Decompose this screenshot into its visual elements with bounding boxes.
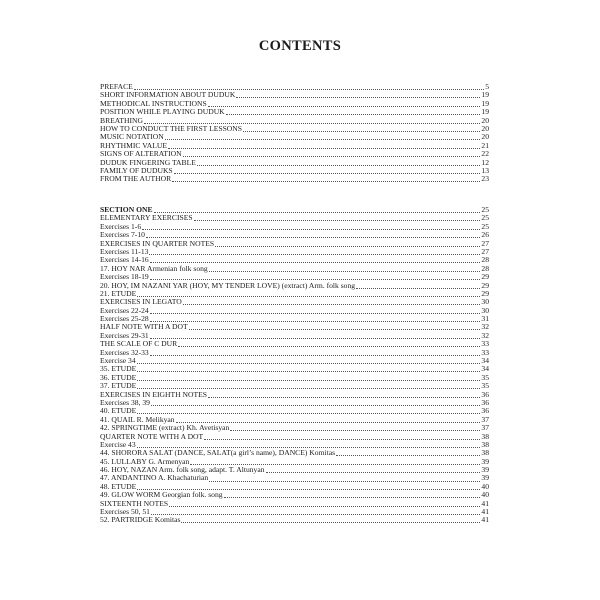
- toc-entry-page: 35: [481, 382, 489, 391]
- toc-entry: [100, 382, 489, 390]
- toc-entry: [100, 349, 489, 357]
- toc-entry-title: HOW TO CONDUCT THE FIRST LESSONS: [100, 124, 242, 133]
- toc-entry: [100, 416, 489, 424]
- toc-entry-title: Exercise 43: [100, 440, 136, 449]
- toc-entry-page: 32: [481, 331, 489, 340]
- toc-entry-title: 36. ETUDE: [100, 373, 137, 382]
- dot-leader: [150, 338, 481, 339]
- dot-leader: [208, 106, 481, 107]
- dot-leader: [181, 522, 480, 523]
- toc-entry: [100, 323, 489, 331]
- toc-entry: [100, 214, 489, 222]
- dot-leader: [194, 220, 481, 221]
- toc-entry: [100, 125, 489, 133]
- toc-entry-title: 41. QUAIL R. Melikyan: [100, 415, 175, 424]
- toc-entry-title: 21. ETUDE: [100, 289, 137, 298]
- toc-entry-title: 35. ETUDE: [100, 365, 137, 374]
- toc-entry-title: SIXTEENTH NOTES: [100, 499, 169, 508]
- toc-entry: [100, 240, 489, 248]
- toc-entry-page: 22: [481, 150, 489, 159]
- toc-entry: [100, 441, 489, 449]
- dot-leader: [137, 388, 480, 389]
- toc-entry-title: Exercises 25-28: [100, 315, 149, 324]
- toc-entry-page: 39: [481, 466, 489, 475]
- toc-entry: [100, 332, 489, 340]
- dot-leader: [150, 313, 481, 314]
- toc-entry-title: Exercises 14-16: [100, 256, 149, 265]
- toc-entry-title: 46. HOY, NAZAN Arm. folk song, adapt. T. Altunyan: [100, 466, 265, 475]
- toc-entry-title: 48. ETUDE: [100, 482, 137, 491]
- toc-entry: [100, 142, 489, 150]
- toc-entry-page: 28: [481, 264, 489, 273]
- toc-entry-title: QUARTER NOTE WITH A DOT: [100, 432, 204, 441]
- toc-entry: [100, 357, 489, 365]
- toc-entry: [100, 298, 489, 306]
- toc-entry: [100, 167, 489, 175]
- toc-entry: [100, 307, 489, 315]
- toc-entry-page: 36: [481, 390, 489, 399]
- toc-entry: [100, 475, 489, 483]
- page-title: CONTENTS: [258, 38, 342, 54]
- toc-entry-title: 17. HOY NAR Armenian folk song: [100, 264, 208, 273]
- toc-entry-title: SHORT INFORMATION ABOUT DUDUK: [100, 91, 236, 100]
- toc-entry-page: 30: [481, 298, 489, 307]
- toc-entry-title: FROM THE AUTHOR: [100, 175, 172, 184]
- toc-entry: [100, 206, 489, 214]
- toc-entry-title: Exercise 34: [100, 357, 136, 366]
- toc-entry-title: 37. ETUDE: [100, 382, 137, 391]
- toc-entry-page: 19: [481, 108, 489, 117]
- dot-leader: [168, 148, 480, 149]
- dot-leader: [165, 139, 481, 140]
- dot-leader: [209, 271, 481, 272]
- toc-entry-title: Exercises 50, 51: [100, 508, 150, 517]
- dot-leader: [197, 165, 481, 166]
- toc-entry-page: 41: [481, 499, 489, 508]
- toc-entry-page: 23: [481, 175, 489, 184]
- dot-leader: [236, 97, 480, 98]
- toc-entry-title: 40. ETUDE: [100, 407, 137, 416]
- dot-leader: [137, 413, 480, 414]
- toc-entry-page: 20: [481, 124, 489, 133]
- dot-leader: [142, 229, 480, 230]
- toc-entry: [100, 91, 489, 99]
- toc-entry-page: 39: [481, 474, 489, 483]
- dot-leader: [178, 346, 480, 347]
- toc-entry-page: 26: [481, 231, 489, 240]
- toc-entry-title: RHYTHMIC VALUE: [100, 141, 168, 150]
- dot-leader: [183, 304, 481, 305]
- toc-entry: [100, 407, 489, 415]
- toc-entry-title: Exercises 1-6: [100, 222, 142, 231]
- toc-entry-title: Exercises 32-33: [100, 348, 149, 357]
- toc-entry-title: Exercises 22-24: [100, 306, 149, 315]
- dot-leader: [215, 246, 480, 247]
- toc-entry: [100, 231, 489, 239]
- dot-leader: [204, 439, 480, 440]
- toc-entry: [100, 433, 489, 441]
- toc-entry-page: 41: [481, 516, 489, 525]
- toc-entry-page: 35: [481, 373, 489, 382]
- dot-leader: [174, 173, 481, 174]
- toc-entry: [100, 340, 489, 348]
- dot-leader: [230, 430, 480, 431]
- dot-leader: [169, 506, 480, 507]
- toc-entry-title: DUDUK FINGERING TABLE: [100, 158, 196, 167]
- dot-leader: [144, 123, 480, 124]
- toc-entry-page: 40: [481, 482, 489, 491]
- toc-entry-title: SIGNS OF ALTERATION: [100, 150, 182, 159]
- toc-entry: [100, 500, 489, 508]
- toc-entry-title: 44. SHORORA SALAT (DANCE, SALAT(a girl’s name), DANCE) Komitas: [100, 449, 336, 458]
- toc-entry: [100, 290, 489, 298]
- toc-entry-title: POSITION WHILE PLAYING DUDUK: [100, 108, 225, 117]
- dot-leader: [190, 464, 480, 465]
- toc-entry-page: 38: [481, 449, 489, 458]
- toc-entry-page: 25: [481, 222, 489, 231]
- dot-leader: [224, 497, 481, 498]
- dot-leader: [151, 514, 480, 515]
- toc-entry: [100, 365, 489, 373]
- dot-leader: [137, 380, 480, 381]
- dot-leader: [150, 355, 481, 356]
- toc-entry-page: 34: [481, 365, 489, 374]
- toc-entry-page: 20: [481, 116, 489, 125]
- toc-entry-page: 38: [481, 440, 489, 449]
- toc-entry: [100, 282, 489, 290]
- toc-entry: [100, 150, 489, 158]
- toc-entry: [100, 391, 489, 399]
- toc-entry: [100, 83, 489, 91]
- toc-entry-title: FAMILY OF DUDUKS: [100, 166, 173, 175]
- toc-entry-page: 28: [481, 256, 489, 265]
- dot-leader: [172, 181, 480, 182]
- toc-entry: [100, 491, 489, 499]
- toc-entry-page: 27: [481, 247, 489, 256]
- toc-entry: [100, 466, 489, 474]
- dot-leader: [137, 371, 480, 372]
- toc-entry-page: 32: [481, 323, 489, 332]
- dot-leader: [226, 114, 481, 115]
- toc-entry: [100, 256, 489, 264]
- toc-entry-page: 29: [481, 281, 489, 290]
- dot-leader: [150, 321, 481, 322]
- toc-entry-page: 33: [481, 348, 489, 357]
- toc-front-matter: [100, 83, 489, 184]
- toc-entry: [100, 315, 489, 323]
- toc-entry-title: 47. ANDANTINO A. Khachaturian: [100, 474, 209, 483]
- dot-leader: [137, 489, 480, 490]
- toc-entry-page: 30: [481, 306, 489, 315]
- dot-leader: [150, 279, 481, 280]
- toc-entry-page: 34: [481, 357, 489, 366]
- toc-entry-title: SECTION ONE: [100, 206, 153, 214]
- toc-entry-title: Exercises 18-19: [100, 273, 149, 282]
- dot-leader: [154, 212, 481, 213]
- toc-entry-page: 37: [481, 424, 489, 433]
- dot-leader: [209, 481, 480, 482]
- toc-entry: [100, 133, 489, 141]
- toc-entry-page: 13: [481, 166, 489, 175]
- toc-entry-title: Exercises 11-13: [100, 247, 149, 256]
- dot-leader: [208, 397, 480, 398]
- toc-entry-title: 49. GLOW WORM Georgian folk. song: [100, 491, 223, 500]
- toc-entry-title: EXERCISES IN QUARTER NOTES: [100, 239, 215, 248]
- toc-entry-page: 27: [481, 239, 489, 248]
- toc-entry: [100, 223, 489, 231]
- toc-entry-title: 42. SPRINGTIME (extract) Kh. Avetisyan: [100, 424, 230, 433]
- toc-entry-page: 37: [481, 415, 489, 424]
- toc-entry-page: 21: [481, 141, 489, 150]
- toc-entry-title: 52. PARTRIDGE Komitas: [100, 516, 181, 525]
- toc-entry-page: 38: [481, 432, 489, 441]
- toc-entry-page: 36: [481, 407, 489, 416]
- dot-leader: [150, 262, 481, 263]
- dot-leader: [146, 237, 480, 238]
- toc-entry-page: 5: [485, 83, 489, 91]
- toc-entry: [100, 273, 489, 281]
- toc-entry-title: MUSIC NOTATION: [100, 133, 164, 142]
- toc-section-one: [100, 206, 489, 525]
- toc-entry-title: METHODICAL INSTRUCTIONS: [100, 99, 207, 108]
- toc-entry: [100, 175, 489, 183]
- toc-entry: [100, 458, 489, 466]
- dot-leader: [176, 422, 481, 423]
- dot-leader: [137, 363, 481, 364]
- toc-entry-page: 25: [481, 206, 489, 214]
- toc-entry-title: 45. LULLABY G. Armenyan: [100, 457, 190, 466]
- toc-entry-title: EXERCISES IN EIGHTH NOTES: [100, 390, 207, 399]
- dot-leader: [151, 405, 480, 406]
- toc-entry-title: Exercises 29-31: [100, 331, 149, 340]
- toc-entry-page: 33: [481, 340, 489, 349]
- toc-entry-page: 12: [481, 158, 489, 167]
- toc-entry-page: 25: [481, 214, 489, 223]
- toc-entry-title: EXERCISES IN LEGATO: [100, 298, 182, 307]
- toc-entry-title: PREFACE: [100, 83, 133, 91]
- toc-entry-page: 20: [481, 133, 489, 142]
- toc-entry-page: 36: [481, 398, 489, 407]
- toc-entry-page: 41: [481, 508, 489, 517]
- toc-entry-page: 19: [481, 99, 489, 108]
- dot-leader: [134, 89, 484, 90]
- toc-entry: [100, 424, 489, 432]
- dot-leader: [356, 288, 480, 289]
- toc-entry: [100, 108, 489, 116]
- toc-entry-page: 29: [481, 273, 489, 282]
- toc-entry-title: BREATHING: [100, 116, 144, 125]
- toc-entry: [100, 508, 489, 516]
- toc-entry-page: 39: [481, 457, 489, 466]
- toc-entry: [100, 248, 489, 256]
- dot-leader: [266, 472, 481, 473]
- dot-leader: [137, 296, 480, 297]
- toc-entry-page: 19: [481, 91, 489, 100]
- toc-entry: [100, 449, 489, 457]
- dot-leader: [243, 131, 480, 132]
- toc-entry-title: Exercises 38, 39: [100, 398, 150, 407]
- dot-leader: [137, 447, 481, 448]
- toc-entry: [100, 374, 489, 382]
- toc-entry: [100, 516, 489, 524]
- toc-entry-title: 20. HOY, IM NAZANI YAR (HOY, MY TENDER LOVE) (extract) Arm. folk song: [100, 281, 356, 290]
- dot-leader: [189, 329, 481, 330]
- toc-entry: [100, 483, 489, 491]
- toc-entry-title: THE SCALE OF C DUR: [100, 340, 178, 349]
- dot-leader: [149, 254, 480, 255]
- toc-entry-page: 29: [481, 289, 489, 298]
- toc-entry: [100, 399, 489, 407]
- dot-leader: [336, 455, 480, 456]
- toc-entry: [100, 100, 489, 108]
- toc-entry-page: 40: [481, 491, 489, 500]
- toc-entry-title: HALF NOTE WITH A DOT: [100, 323, 188, 332]
- toc-entry-page: 31: [481, 315, 489, 324]
- toc-entry-title: Exercises 7-10: [100, 231, 145, 240]
- toc-entry-title: ELEMENTARY EXERCISES: [100, 214, 193, 223]
- toc-entry: [100, 117, 489, 125]
- toc-entry: [100, 265, 489, 273]
- dot-leader: [183, 156, 481, 157]
- toc-entry: [100, 159, 489, 167]
